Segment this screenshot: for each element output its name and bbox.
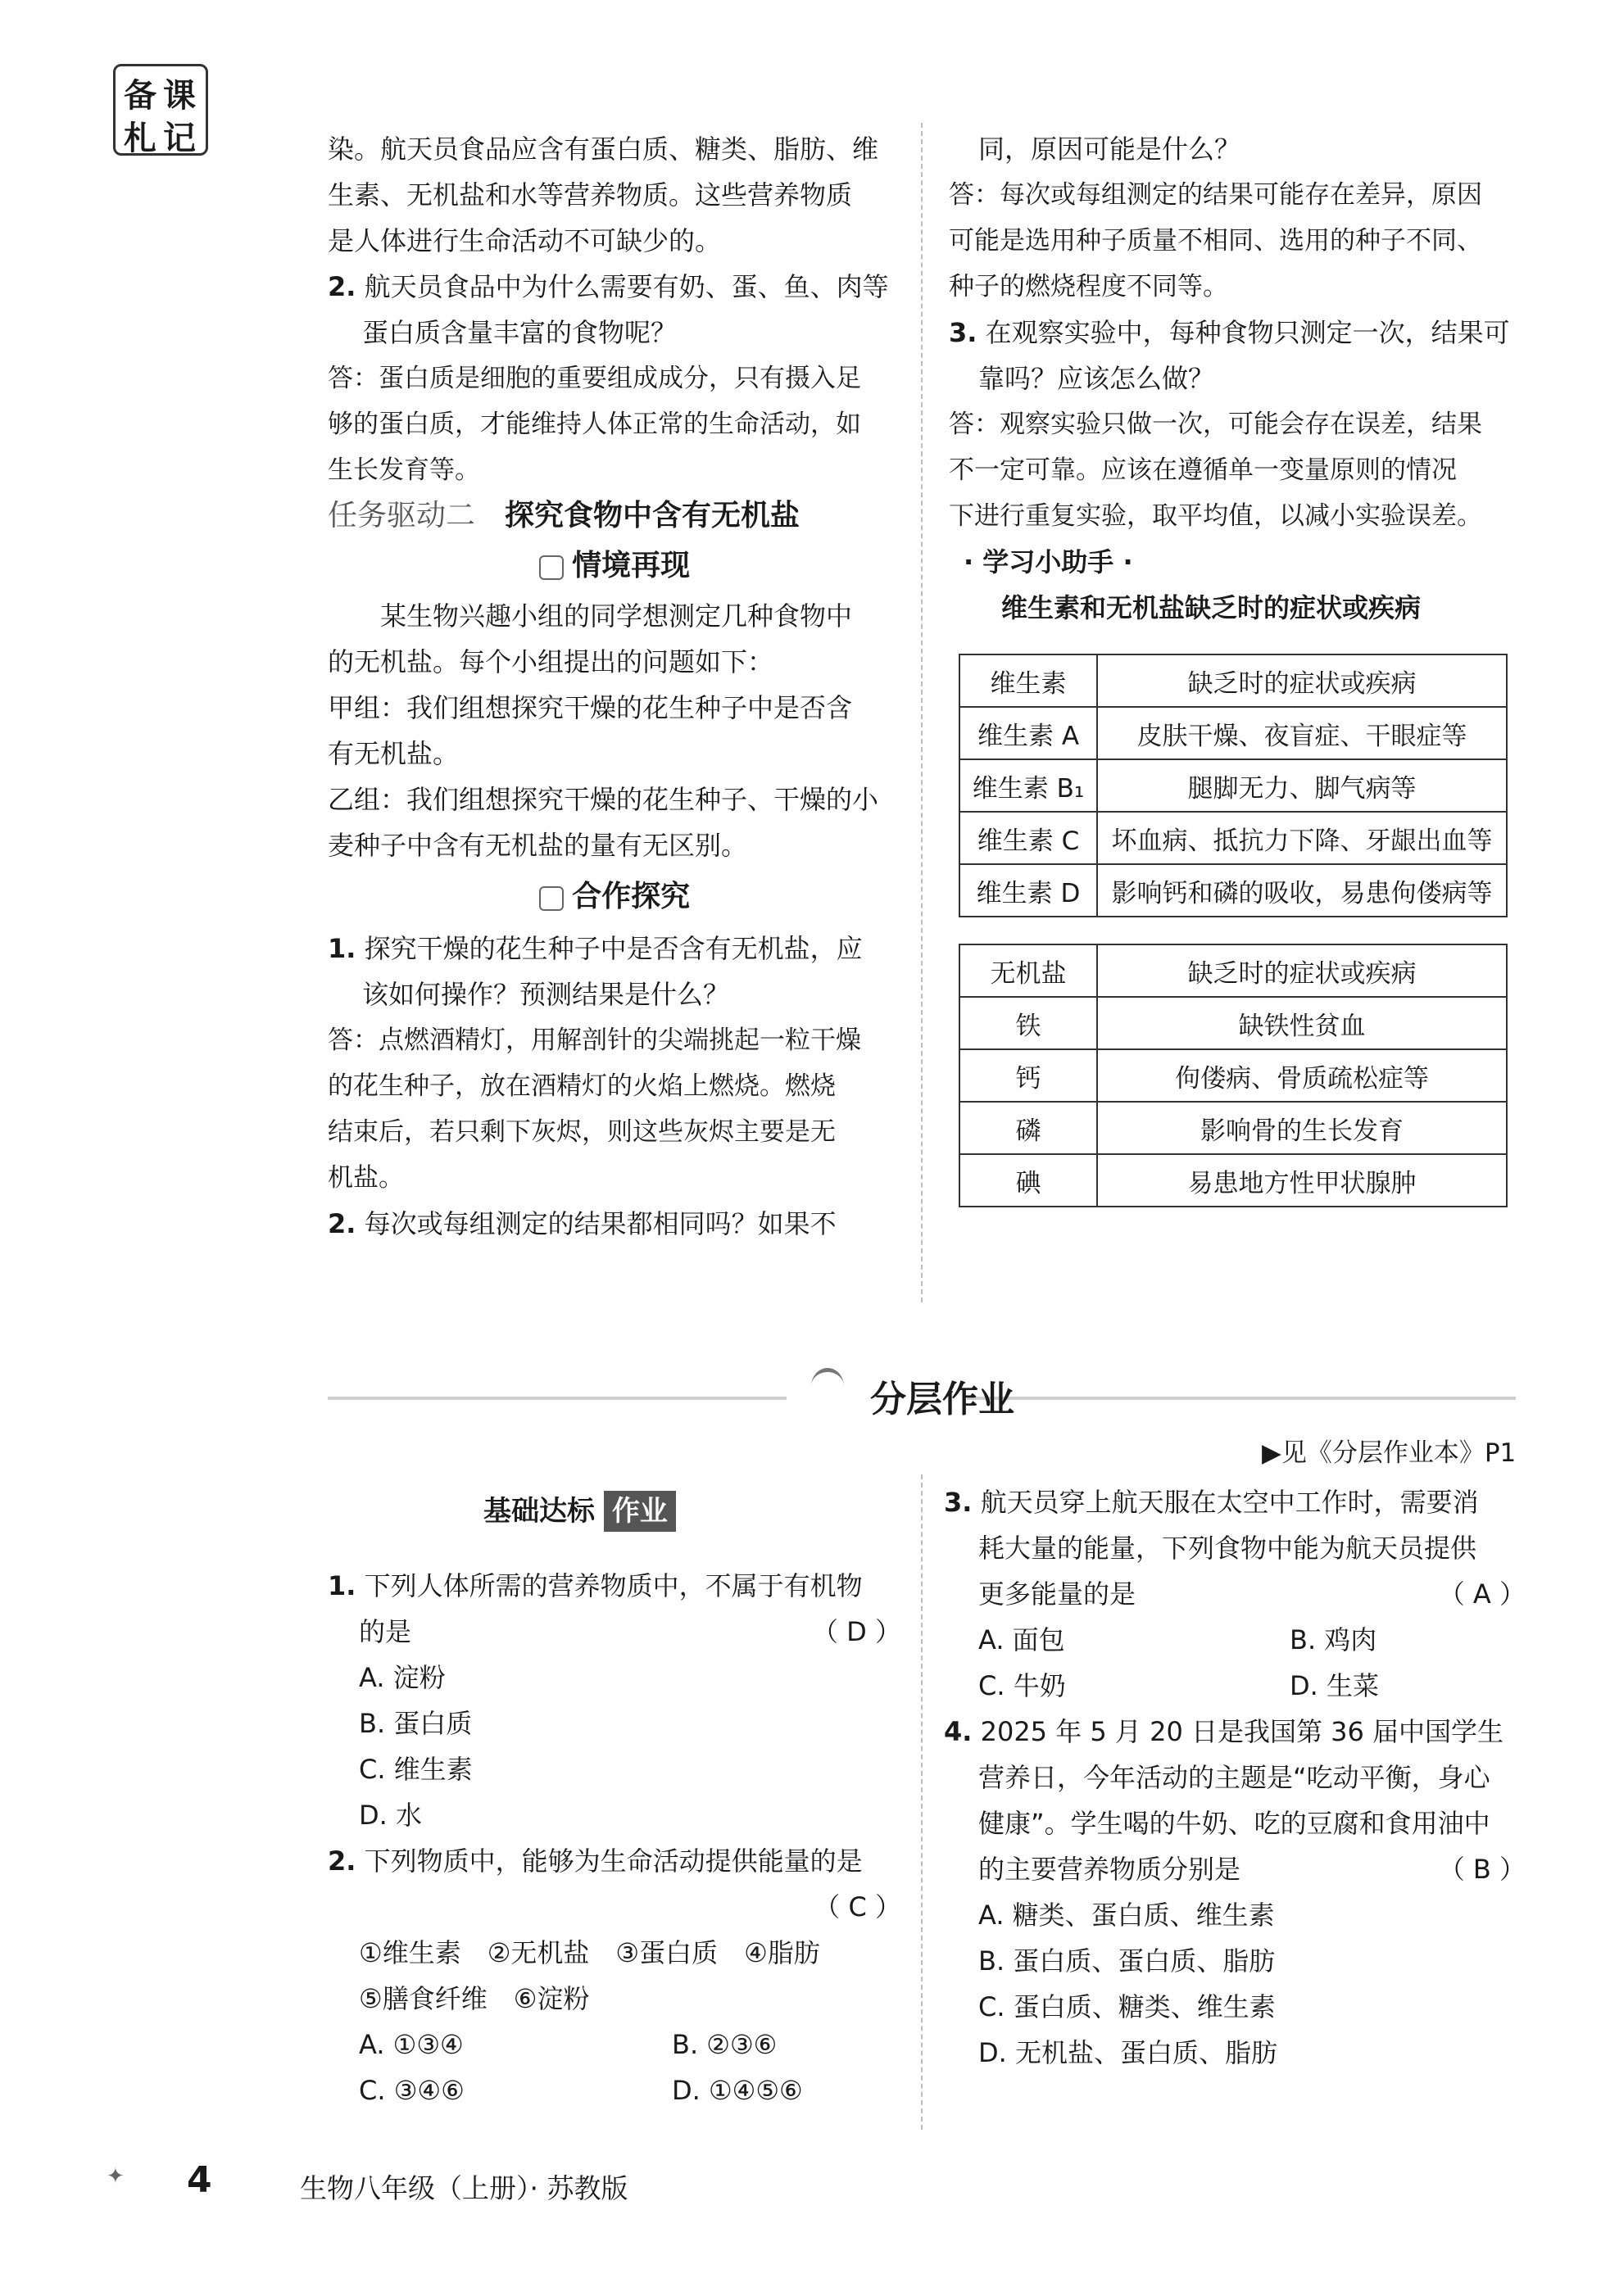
book-title: 生物八年级（上册）· 苏教版	[300, 2172, 628, 2204]
option: A. ①③④	[359, 2029, 464, 2060]
question-text: 2025 年 5 月 20 日是我国第 36 届中国学生	[980, 1716, 1504, 1747]
question-text: 靠吗？应该怎么做？	[978, 363, 1215, 394]
option: A. 面包	[978, 1624, 1065, 1655]
option: D. 水	[359, 1800, 422, 1831]
table-header-cell: 缺乏时的症状或疾病	[1097, 654, 1507, 707]
answer-bracket: （ A ）	[1438, 1578, 1526, 1610]
question-text: 探究干燥的花生种子中是否含有无机盐，应	[364, 933, 863, 964]
table-cell: 影响钙和磷的吸收，易患佝偻病等	[1097, 864, 1507, 917]
text-line: 生素、无机盐和水等营养物质。这些营养物质	[328, 179, 853, 211]
column-divider	[921, 1474, 923, 2130]
question-text: 蛋白质含量丰富的食物呢？	[362, 317, 678, 348]
text-line: 某生物兴趣小组的同学想测定几种食物中	[380, 600, 853, 632]
answer-line: 答：每次或每组测定的结果可能存在差异，原因	[949, 180, 1482, 210]
option: C. ③④⑥	[359, 2075, 465, 2106]
upper-left-column	[328, 126, 901, 1247]
table-header-row	[959, 654, 1507, 707]
basic-badge	[483, 1491, 676, 1532]
question-text: 更多能量的是	[978, 1578, 1136, 1610]
option: A. 糖类、蛋白质、维生素	[978, 1900, 1275, 1931]
helper-label: · 学习小助手 ·	[964, 546, 1133, 577]
table-cell: 坏血病、抵抗力下降、牙龈出血等	[1097, 812, 1507, 864]
text-line: 乙组：我们组想探究干燥的花生种子、干燥的小	[328, 784, 879, 815]
table-cell: 维生素 B₁	[959, 759, 1097, 812]
footer-star-icon: ✦	[107, 2164, 125, 2189]
logo-char: 课	[163, 76, 196, 115]
question-text: 同，原因可能是什么？	[978, 134, 1241, 165]
table-cell: 铁	[959, 997, 1097, 1049]
table-cell: 缺铁性贫血	[1097, 997, 1507, 1049]
lower-left-column	[328, 1563, 901, 2113]
section-title: 情境再现	[572, 549, 691, 582]
basic-label: 基础达标	[483, 1495, 595, 1528]
answer-line: 下进行重复实验，取平均值，以减小实验误差。	[949, 501, 1482, 531]
table-cell: 佝偻病、骨质疏松症等	[1097, 1049, 1507, 1102]
table-header-cell: 无机盐	[959, 944, 1097, 997]
banner-rule-left	[328, 1397, 787, 1400]
answer-line: 机盐。	[328, 1163, 404, 1193]
lower-right-column	[944, 1479, 1526, 2076]
question-number: 1.	[328, 1570, 356, 1601]
question-number: 4.	[944, 1716, 973, 1747]
option: B. 蛋白质	[359, 1708, 473, 1739]
answer-bracket: （ B ）	[1438, 1854, 1526, 1885]
table-row	[959, 1102, 1507, 1154]
option: D. 无机盐、蛋白质、脂肪	[978, 2037, 1277, 2068]
text-line: 甲组：我们组想探究干燥的花生种子中是否含	[328, 692, 853, 723]
table-cell: 腿脚无力、脚气病等	[1097, 759, 1507, 812]
table-header-row	[959, 944, 1507, 997]
table-title: 维生素和无机盐缺乏时的症状或疾病	[1000, 592, 1421, 623]
question-number: 2.	[328, 1208, 356, 1239]
answer-line: 够的蛋白质，才能维持人体正常的生命活动，如	[328, 410, 861, 439]
table-cell: 皮肤干燥、夜盲症、干眼症等	[1097, 707, 1507, 759]
table-cell: 影响骨的生长发育	[1097, 1102, 1507, 1154]
option: C. 蛋白质、糖类、维生素	[978, 1991, 1276, 2022]
question-text: 耗大量的能量，下列食物中能为航天员提供	[978, 1533, 1477, 1564]
question-text: 航天员食品中为什么需要有奶、蛋、鱼、肉等	[364, 271, 889, 302]
mineral-table	[959, 944, 1508, 1207]
table-cell: 钙	[959, 1049, 1097, 1102]
table-cell: 易患地方性甲状腺肿	[1097, 1154, 1507, 1207]
option: D. 生菜	[1290, 1670, 1379, 1701]
table-cell: 维生素 A	[959, 707, 1097, 759]
table-cell: 碘	[959, 1154, 1097, 1207]
item-list: ①维生素 ②无机盐 ③蛋白质 ④脂肪	[359, 1937, 820, 1968]
table-header-cell: 缺乏时的症状或疾病	[1097, 944, 1507, 997]
question-text: 航天员穿上航天服在太空中工作时，需要消	[980, 1487, 1479, 1518]
column-divider	[921, 123, 923, 1302]
question-text: 每次或每组测定的结果都相同吗？如果不	[364, 1208, 837, 1239]
cooperation-icon	[539, 886, 564, 911]
homework-reference: ▶见《分层作业本》P1	[1262, 1438, 1517, 1468]
question-text: 健康”。学生喝的牛奶、吃的豆腐和食用油中	[978, 1808, 1490, 1839]
answer-line: 答：观察实验只做一次，可能会存在误差，结果	[949, 410, 1482, 439]
task-label: 任务驱动二	[328, 499, 476, 532]
vitamin-table	[959, 654, 1508, 917]
text-line: 麦种子中含有无机盐的量有无区别。	[328, 830, 748, 861]
table-header-cell: 维生素	[959, 654, 1097, 707]
answer-line: 种子的燃烧程度不同等。	[949, 272, 1228, 301]
basic-tag: 作业	[604, 1491, 676, 1532]
homework-title: 分层作业	[870, 1379, 1014, 1420]
option: A. 淀粉	[359, 1662, 446, 1693]
table-cell: 维生素 D	[959, 864, 1097, 917]
banner-arc-icon	[811, 1368, 844, 1405]
question-number: 2.	[328, 271, 356, 302]
text-line: 染。航天员食品应含有蛋白质、糖类、脂肪、维	[328, 134, 879, 165]
upper-right-column	[949, 126, 1522, 631]
table-cell: 磷	[959, 1102, 1097, 1154]
task-title: 探究食物中含有无机盐	[505, 499, 800, 532]
table-row	[959, 759, 1507, 812]
table-row	[959, 1049, 1507, 1102]
section-title: 合作探究	[572, 880, 691, 913]
table-row	[959, 864, 1507, 917]
answer-line: 可能是选用种子质量不相同、选用的种子不同、	[949, 226, 1482, 256]
option: C. 牛奶	[978, 1670, 1066, 1701]
option: B. 鸡肉	[1290, 1624, 1377, 1655]
option: B. 蛋白质、蛋白质、脂肪	[978, 1945, 1276, 1977]
page-number: 4	[187, 2159, 212, 2201]
answer-line: 不一定可靠。应该在遵循单一变量原则的情况	[949, 455, 1457, 485]
answer-bracket: （ C ）	[814, 1891, 901, 1922]
question-number: 3.	[944, 1487, 973, 1518]
banner-rule-right	[967, 1397, 1516, 1400]
question-text: 在观察实验中，每种食物只测定一次，结果可	[985, 317, 1510, 348]
table-row	[959, 1154, 1507, 1207]
table-row	[959, 707, 1507, 759]
question-text: 营养日，今年活动的主题是“吃动平衡，身心	[978, 1762, 1490, 1793]
option: D. ①④⑤⑥	[672, 2075, 803, 2106]
question-number: 3.	[949, 317, 977, 348]
text-line: 有无机盐。	[328, 738, 460, 769]
table-row	[959, 812, 1507, 864]
answer-bracket: （ D ）	[812, 1616, 901, 1647]
question-text: 下列物质中，能够为生命活动提供能量的是	[364, 1845, 863, 1877]
question-text: 该如何操作？预测结果是什么？	[362, 979, 730, 1010]
answer-line: 生长发育等。	[328, 455, 480, 485]
table-row	[959, 997, 1507, 1049]
logo-char: 备	[124, 76, 156, 115]
notes-logo	[113, 64, 208, 156]
logo-char: 记	[163, 119, 196, 157]
answer-line: 结束后，若只剩下灰烬，则这些灰烬主要是无	[328, 1117, 836, 1147]
question-text: 的是	[359, 1616, 412, 1647]
scene-icon	[539, 555, 564, 580]
question-text: 的主要营养物质分别是	[978, 1854, 1241, 1885]
question-number: 1.	[328, 933, 356, 964]
text-line: 是人体进行生命活动不可缺少的。	[328, 225, 722, 256]
question-text: 下列人体所需的营养物质中，不属于有机物	[364, 1570, 863, 1601]
logo-char: 札	[124, 119, 156, 157]
answer-line: 答：点燃酒精灯，用解剖针的尖端挑起一粒干燥	[328, 1026, 861, 1055]
table-cell: 维生素 C	[959, 812, 1097, 864]
item-list: ⑤膳食纤维 ⑥淀粉	[359, 1983, 590, 2014]
answer-line: 的花生种子，放在酒精灯的火焰上燃烧。燃烧	[328, 1071, 836, 1101]
option: C. 维生素	[359, 1754, 473, 1785]
answer-line: 答：蛋白质是细胞的重要组成成分，只有摄入足	[328, 364, 861, 393]
text-line: 的无机盐。每个小组提出的问题如下：	[328, 646, 774, 677]
option: B. ②③⑥	[672, 2029, 778, 2060]
question-number: 2.	[328, 1845, 356, 1877]
